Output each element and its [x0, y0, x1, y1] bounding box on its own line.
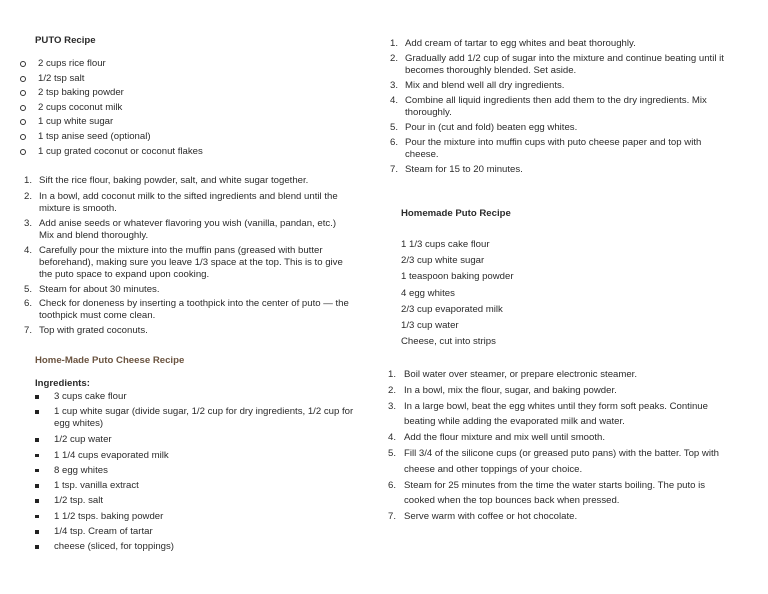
list-item: 1 tsp anise seed (optional): [18, 131, 368, 143]
puto-recipe-title: PUTO Recipe: [35, 35, 96, 46]
homemade-ingredients-list: [401, 239, 734, 352]
list-item: 3 cups cake flour: [18, 391, 360, 403]
list-item: Cheese, cut into strips: [401, 336, 496, 348]
puto-ingredients-list: [18, 58, 368, 160]
list-item: 2/3 cup white sugar: [401, 255, 485, 267]
list-item: 1/2 tsp salt: [18, 73, 368, 85]
list-item: 1 tsp. vanilla extract: [18, 480, 360, 492]
list-item: 3. Mix and blend well all dry ingredients.: [389, 80, 565, 91]
list-item: 6. Check for doneness by inserting a toothpick into the center of puto — the toothpick must come clean.: [23, 298, 349, 321]
homemade-steps-list: [384, 367, 736, 525]
list-item: 4. Add the flour mixture and mix well until smooth.: [387, 432, 606, 444]
list-item: 5. Pour in (cut and fold) beaten egg whites.: [389, 122, 578, 133]
list-item: 2 cups coconut milk: [18, 102, 368, 114]
ingredients-label: Ingredients:: [35, 378, 90, 389]
list-item: 4 egg whites: [401, 287, 455, 299]
list-item: 2/3 cup evaporated milk: [401, 303, 503, 315]
list-item: 6. Steam for 25 minutes from the time the water starts boiling. The puto is cooked when the top bounces back when pressed.: [387, 479, 706, 507]
list-item: 7. Serve warm with coffee or hot chocolate.: [387, 511, 578, 523]
list-item: 1 cup white sugar: [18, 116, 368, 128]
cheese-ingredients-list: [18, 391, 360, 557]
list-item: 2. In a bowl, mix the flour, sugar, and baking powder.: [387, 384, 617, 396]
list-item: 1. Sift the rice flour, baking powder, salt, and white sugar together.: [23, 175, 309, 186]
list-item: 2 tsp baking powder: [18, 87, 368, 99]
list-item: 5. Fill 3/4 of the silicone cups (or greased puto pans) with the batter. Top with cheese and other toppings of your choice.: [387, 447, 719, 475]
list-item: 3. In a large bowl, beat the egg whites until they form soft peaks. Continue beating while adding the evaporated milk and water.: [387, 400, 708, 428]
list-item: 4. Carefully pour the mixture into the muffin pans (greased with butter beforehand), making sure you leave 1/3 space at the top. This is to give the puto space to expand upon cooking.: [23, 245, 343, 280]
puto-steps-list: [18, 175, 350, 337]
list-item: 6. Pour the mixture into muffin cups with puto cheese paper and top with cheese.: [389, 137, 702, 160]
list-item: 1/3 cup water: [401, 319, 459, 331]
list-item: 1 cup grated coconut or coconut flakes: [18, 146, 368, 158]
list-item: cheese (sliced, for toppings): [18, 541, 360, 553]
list-item: 1 1/2 tsps. baking powder: [18, 511, 360, 523]
homemade-recipe-title: Homemade Puto Recipe: [401, 208, 511, 219]
list-item: 5. Steam for about 30 minutes.: [23, 284, 160, 295]
list-item: 1/2 tsp. salt: [18, 495, 360, 507]
list-item: 4. Combine all liquid ingredients then add them to the dry ingredients. Mix thoroughly.: [389, 95, 707, 118]
list-item: 2. In a bowl, add coconut milk to the sifted ingredients and blend until the mixture is smooth.: [23, 191, 338, 214]
list-item: 1 teaspoon baking powder: [401, 271, 514, 283]
list-item: 1 cup white sugar (divide sugar, 1/2 cup for dry ingredients, 1/2 cup for egg whites): [18, 406, 360, 430]
list-item: 1 1/4 cups evaporated milk: [18, 450, 360, 462]
cheese-steps-list: [384, 38, 730, 176]
list-item: 2 cups rice flour: [18, 58, 368, 70]
list-item: 7. Top with grated coconuts.: [23, 325, 148, 336]
list-item: 1. Add cream of tartar to egg whites and beat thoroughly.: [389, 38, 636, 49]
list-item: 1/2 cup water: [18, 434, 360, 446]
list-item: 1/4 tsp. Cream of tartar: [18, 526, 360, 538]
list-item: 2. Gradually add 1/2 cup of sugar into the mixture and continue beating until it becomes thoroughly blended. Set aside.: [389, 53, 724, 76]
cheese-recipe-title: Home-Made Puto Cheese Recipe: [35, 355, 185, 366]
list-item: 8 egg whites: [18, 465, 360, 477]
list-item: 1. Boil water over steamer, or prepare electronic steamer.: [387, 369, 638, 380]
list-item: 1 1/3 cups cake flour: [401, 239, 490, 250]
list-item: 3. Add anise seeds or whatever flavoring you wish (vanilla, pandan, etc.) Mix and blend thoroughly.: [23, 218, 337, 241]
list-item: 7. Steam for 15 to 20 minutes.: [389, 164, 523, 175]
